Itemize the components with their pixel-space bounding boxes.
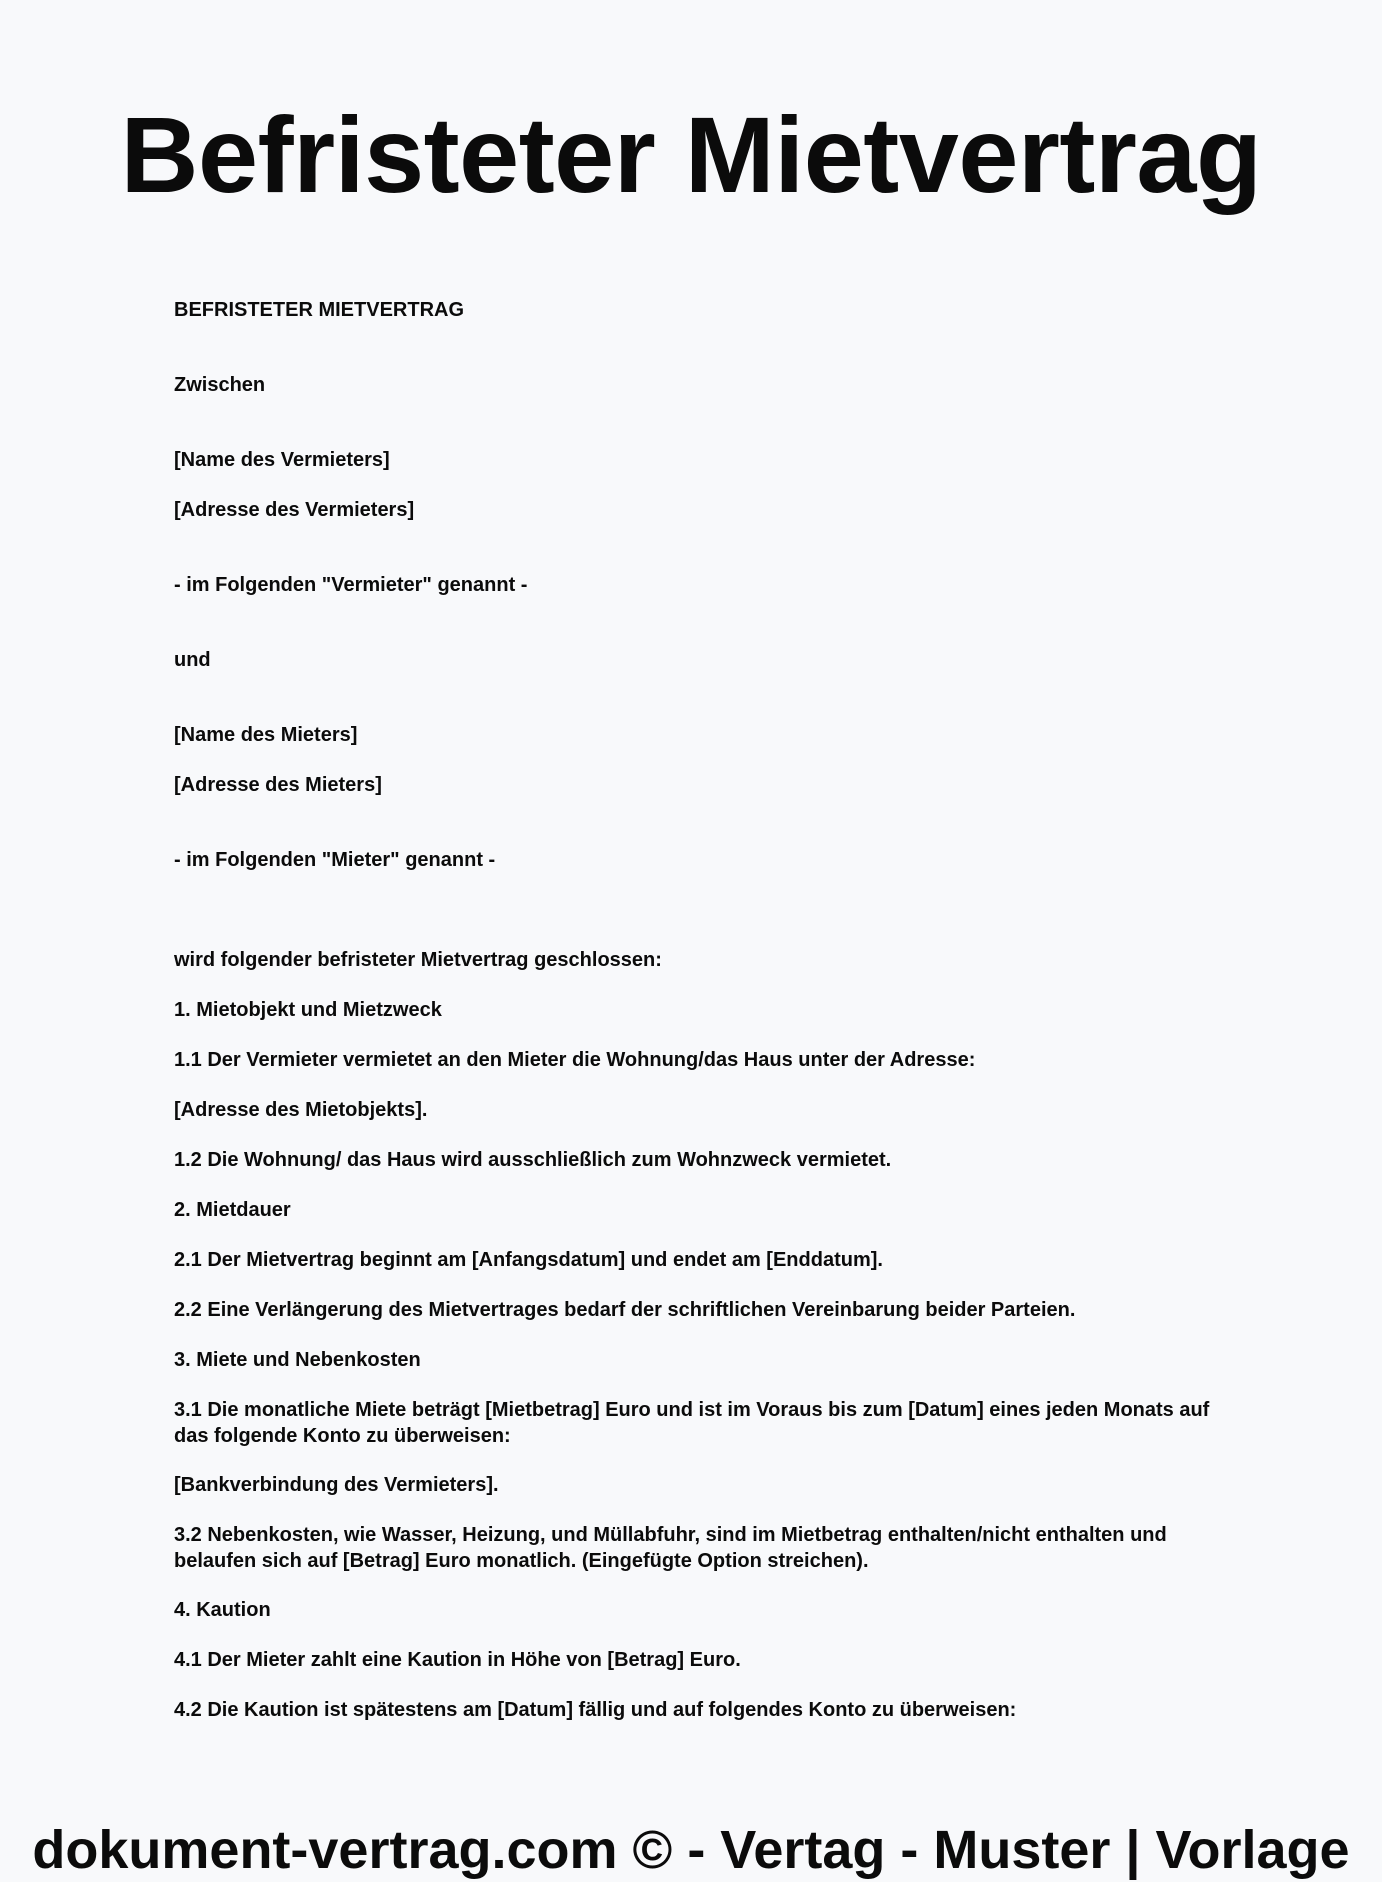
clause-3-2: 3.2 Nebenkosten, wie Wasser, Heizung, und Müllabfuhr, sind im Mietbetrag enthalten/nicht enthalten und belaufen sich auf [Betrag] Euro monatlich. (Eingefügte Option streichen). <box>174 1524 1167 1572</box>
between-text: Zwischen <box>174 374 266 396</box>
contract-intro: wird folgender befristeter Mietvertrag geschlossen: <box>174 949 662 971</box>
landlord-name: [Name des Vermieters] <box>174 449 390 471</box>
section-1-heading: 1. Mietobjekt und Mietzweck <box>174 999 442 1021</box>
tenant-address: [Adresse des Mieters] <box>174 774 382 796</box>
clause-4-1: 4.1 Der Mieter zahlt eine Kaution in Höhe von [Betrag] Euro. <box>174 1649 741 1671</box>
clause-4-2: 4.2 Die Kaution ist spätestens am [Datum] fällig und auf folgendes Konto zu überweisen: <box>174 1699 1017 1721</box>
landlord-address: [Adresse des Vermieters] <box>174 499 415 521</box>
footer-watermark: dokument-vertrag.com © - Vertag - Muster | Vorlage <box>32 1820 1350 1880</box>
clause-2-1: 2.1 Der Mietvertrag beginnt am [Anfangsdatum] und endet am [Enddatum]. <box>174 1249 883 1271</box>
clause-2-2: 2.2 Eine Verlängerung des Mietvertrages bedarf der schriftlichen Vereinbarung beider Parteien. <box>174 1299 1076 1321</box>
clause-1-2: 1.2 Die Wohnung/ das Haus wird ausschließlich zum Wohnzweck vermietet. <box>174 1149 892 1171</box>
section-3-heading: 3. Miete und Nebenkosten <box>174 1349 421 1371</box>
clause-1-1-address: [Adresse des Mietobjekts]. <box>174 1099 428 1121</box>
clause-3-1-bank: [Bankverbindung des Vermieters]. <box>174 1474 499 1496</box>
landlord-designation: - im Folgenden "Vermieter" genannt - <box>174 574 528 596</box>
section-2-heading: 2. Mietdauer <box>174 1199 291 1221</box>
page-title: Befristeter Mietvertrag <box>120 94 1262 215</box>
clause-3-1: 3.1 Die monatliche Miete beträgt [Mietbetrag] Euro und ist im Voraus bis zum [Datum] eines jeden Monats auf das folgende Konto zu überweisen: <box>174 1399 1210 1447</box>
and-text: und <box>174 649 211 671</box>
document-heading: BEFRISTETER MIETVERTRAG <box>174 299 465 321</box>
tenant-designation: - im Folgenden "Mieter" genannt - <box>174 849 496 871</box>
clause-1-1: 1.1 Der Vermieter vermietet an den Mieter die Wohnung/das Haus unter der Adresse: <box>174 1049 976 1071</box>
section-4-heading: 4. Kaution <box>174 1599 271 1621</box>
tenant-name: [Name des Mieters] <box>174 724 358 746</box>
